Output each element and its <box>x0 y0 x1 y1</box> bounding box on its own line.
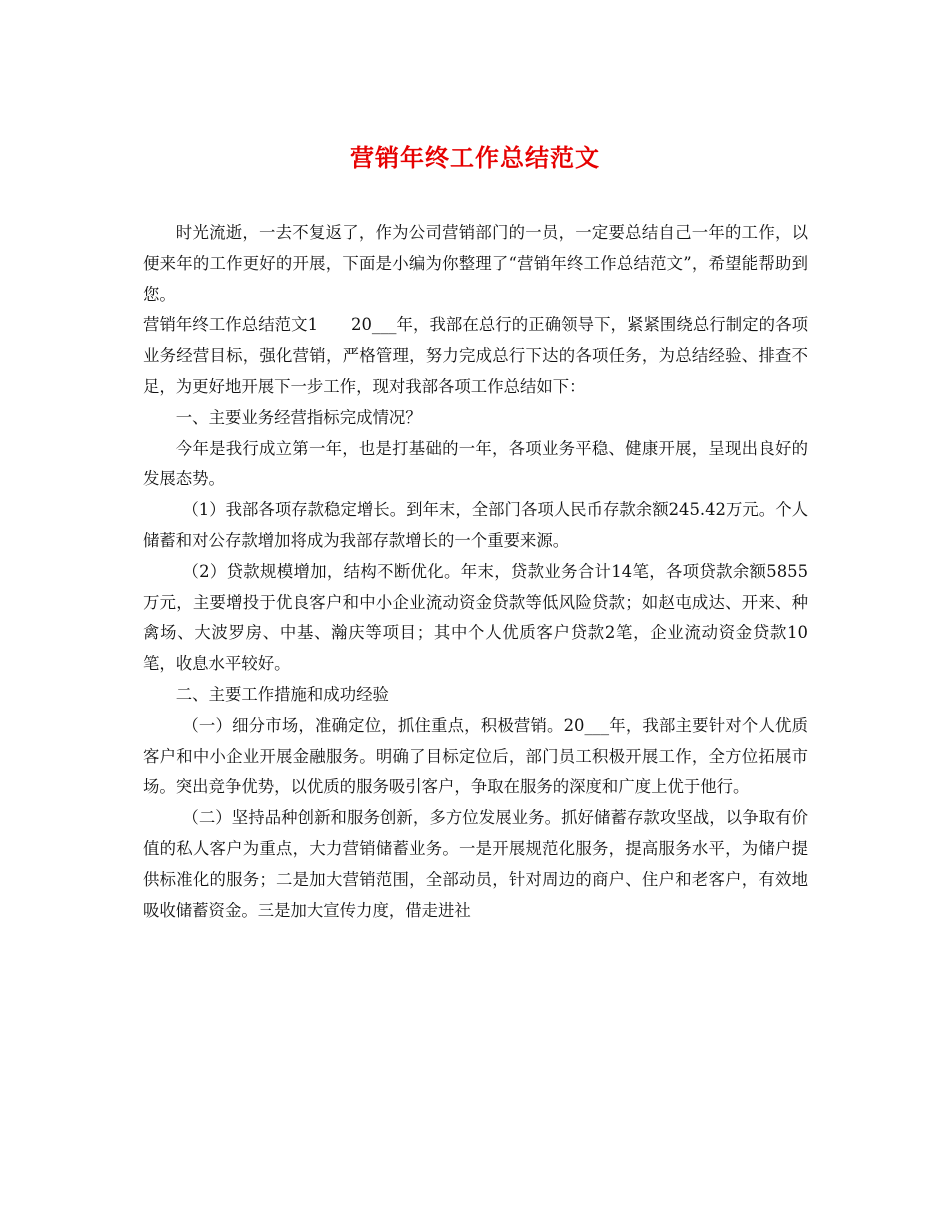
paragraph-market-segment: （一）细分市场，准确定位，抓住重点，积极营销。20___年，我部主要针对个人优质客户和中小企业开展金融服务。明确了目标定位后，部门员工积极开展工作，全方位拓展市场。突出竞争优势，以优质的服务吸引客户，争取在服务的深度和广度上优于他行。 <box>143 715 808 797</box>
paragraph-innovation: （二）坚持品种创新和服务创新，多方位发展业务。抓好储蓄存款攻坚战，以争取有价值的私人客户为重点，大力营销储蓄业务。一是开展规范化服务，提高服务水平，为储户提供标准化的服务；二是加大营销范围，全部动员，针对周边的商户、住户和老客户，有效地吸收储蓄资金。三是加大宣传力度，借走进社 <box>143 808 808 920</box>
paragraph-first-year: 今年是我行成立第一年，也是打基础的一年，各项业务平稳、健康开展，呈现出良好的发展态势。 <box>143 438 808 489</box>
heading-two: 二、主要工作措施和成功经验 <box>175 684 389 704</box>
heading-one: 一、主要业务经营指标完成情况？ <box>175 407 422 427</box>
intro-paragraph: 时光流逝，一去不复返了，作为公司营销部门的一员，一定要总结自己一年的工作，以便来年的工作更好的开展，下面是小编为你整理了“营销年终工作总结范文”，希望能帮助到您。 <box>143 223 808 304</box>
paragraph-deposits: （1）我部各项存款稳定增长。到年末，全部门各项人民币存款余额245.42万元。个人储蓄和对公存款增加将成为我部存款增长的一个重要来源。 <box>143 500 808 550</box>
paragraph-loans: （2）贷款规模增加，结构不断优化。年末，贷款业务合计14笔，各项贷款余额5855万元，主要增投于优良客户和中小企业流动资金贷款等低风险贷款；如赵屯成达、开来、种禽场、大波罗房、中基、瀚庆等项目；其中个人优质客户贷款2笔，企业流动资金贷款10笔，收息水平较好。 <box>143 561 808 674</box>
section-lead-paragraph: 营销年终工作总结范文1 20___年，我部在总行的正确领导下，紧紧围绕总行制定的各项业务经营目标，强化营销，严格管理，努力完成总行下达的各项任务，为总结经验、排查不足，为更好地开展下一步工作，现对我部各项工作总结如下： <box>143 315 808 396</box>
document-title: 营销年终工作总结范文 <box>350 143 600 172</box>
document-body <box>143 218 808 926</box>
